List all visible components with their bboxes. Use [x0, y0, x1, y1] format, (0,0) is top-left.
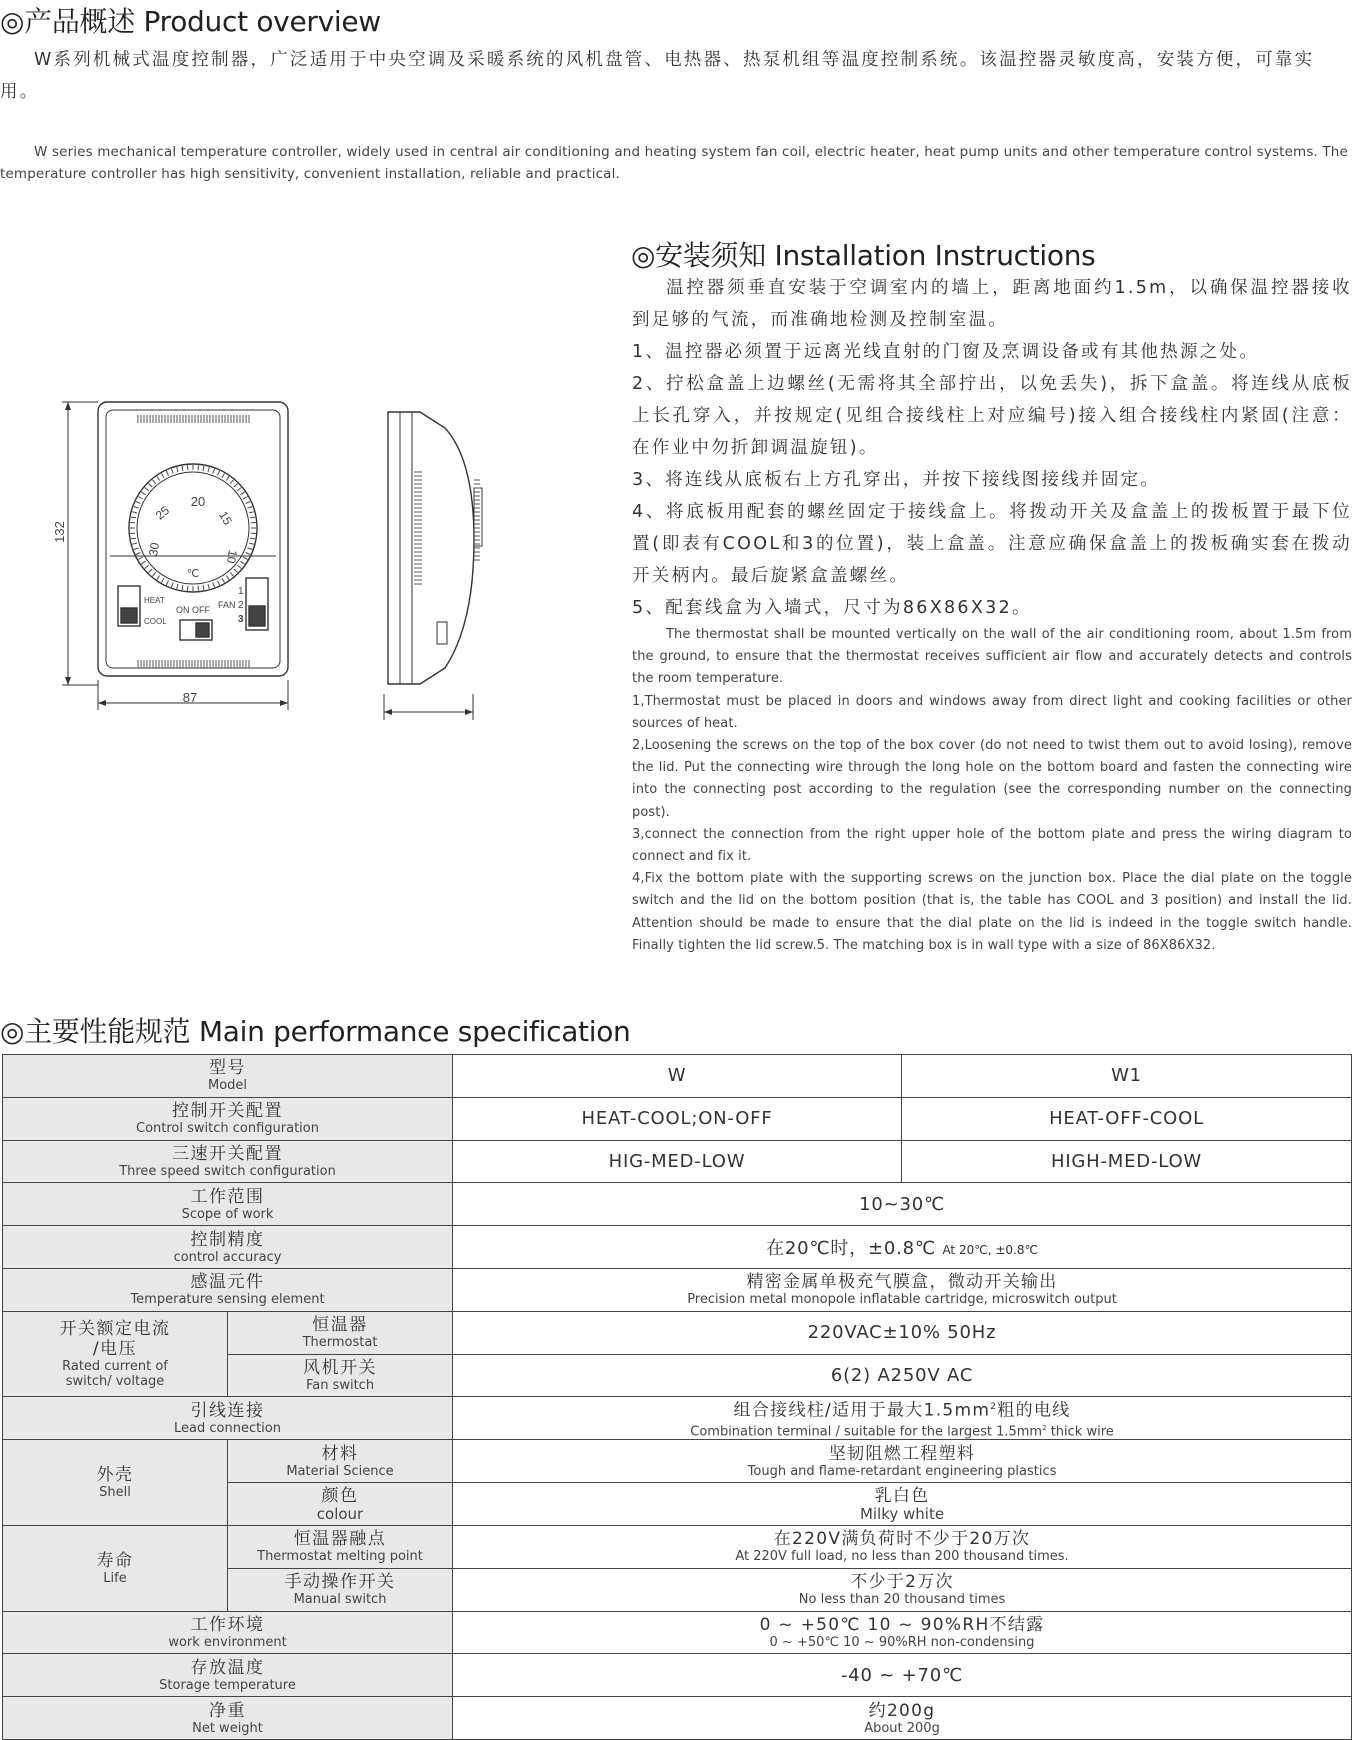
dial-tick — [213, 583, 215, 588]
label-cn: 存放温度 — [3, 1658, 452, 1678]
thermostat-drawing — [0, 380, 560, 740]
label-en: Material Science — [228, 1464, 452, 1479]
dial-tick — [141, 492, 145, 495]
dial-tick — [153, 572, 156, 576]
model-w: W — [453, 1055, 902, 1098]
overview-title: ◎产品概述 Product overview — [0, 0, 381, 40]
dial-tick — [243, 557, 247, 560]
label-cn: 控制开关配置 — [3, 1101, 452, 1121]
speed-3: 3 — [238, 614, 244, 625]
label-cn: 开关额定电流 — [3, 1319, 227, 1339]
spec-row-shell-material — [3, 1440, 1352, 1483]
dial-tick — [136, 553, 141, 555]
scope-value: 10~30℃ — [453, 1183, 1352, 1226]
dial-number-30: 30 — [146, 541, 162, 557]
three-speed-w: HIG-MED-LOW — [453, 1140, 902, 1183]
dial-tick — [132, 543, 137, 544]
label-en: Net weight — [3, 1721, 452, 1736]
label-cn: 控制精度 — [3, 1230, 452, 1250]
installation-cn-step-3: 3、将连线从底板右上方孔穿出，并按下接线图接线并固定。 — [632, 464, 1352, 496]
installation-cn-intro: 温控器须垂直安装于空调室内的墙上，距离地面约1.5m，以确保温控器接收到足够的气流，而准确地检测及控制室温。 — [632, 272, 1352, 336]
label-en: Three speed switch configuration — [3, 1164, 452, 1179]
lead-cn-a: 组合接线柱/适用于最大1.5mm — [734, 1401, 991, 1421]
dial-tick — [226, 576, 229, 580]
dial-tick — [162, 473, 165, 477]
weight-value-cn: 约200g — [453, 1701, 1351, 1721]
spec-row-model — [3, 1055, 1352, 1098]
speed-2: 2 — [238, 600, 244, 611]
manual-value-en: No less than 20 thousand times — [453, 1592, 1351, 1607]
height-dimension: 132 — [52, 521, 67, 543]
dial-tick — [234, 484, 238, 488]
dial-unit: ℃ — [187, 568, 199, 580]
dial-tick — [172, 583, 174, 588]
label-cn: 净重 — [3, 1701, 452, 1721]
label-en: Model — [3, 1078, 452, 1093]
dial-tick — [226, 476, 229, 480]
dial-tick — [138, 497, 142, 500]
label-en: Life — [3, 1571, 227, 1586]
dial-tick — [208, 584, 209, 589]
installation-cn-step-5: 5、配套线盒为入墙式，尺寸为86X86X32。 — [632, 592, 1352, 624]
label-en: Fan switch — [228, 1378, 452, 1393]
dial-number-15: 15 — [216, 509, 235, 528]
label-cn-2: /电压 — [3, 1339, 227, 1359]
label-en: control accuracy — [3, 1250, 452, 1265]
label-cn: 寿命 — [3, 1551, 227, 1571]
dial-tick — [222, 473, 225, 477]
spec-row-lead — [3, 1397, 1352, 1440]
label-cn: 引线连接 — [3, 1401, 452, 1421]
dial-tick — [145, 488, 149, 491]
dial-tick — [157, 476, 160, 480]
dial-tick — [166, 581, 168, 586]
spec-row-control-switch — [3, 1097, 1352, 1140]
dial-tick — [153, 480, 156, 484]
rated-fan-value: 6(2) A250V AC — [453, 1354, 1352, 1397]
sensing-value-en: Precision metal monopole inflatable cartridge, microswitch output — [453, 1292, 1351, 1307]
spec-row-environment — [3, 1611, 1352, 1654]
spec-table — [2, 1054, 1352, 1740]
colour-value-en: Milky white — [453, 1506, 1351, 1523]
weight-value-en: About 200g — [453, 1721, 1351, 1736]
dial-tick — [131, 517, 136, 518]
overview-cn-text: W系列机械式温度控制器，广泛适用于中央空调及采暖系统的风机盘管、电热器、热泵机组等温度控制系统。该温控器灵敏度高，安装方便，可靠实用。 — [0, 44, 1352, 108]
dial-tick — [246, 553, 251, 555]
spec-row-scope — [3, 1183, 1352, 1226]
three-speed-w1: HIGH-MED-LOW — [902, 1140, 1352, 1183]
dial-tick — [237, 488, 241, 491]
dial-tick — [237, 565, 241, 568]
installation-cn — [632, 272, 1352, 624]
lead-en-sup: 2 — [1042, 1424, 1046, 1432]
overview-en-text: W series mechanical temperature controller, widely used in central air conditioning and heating system fan coil, electric heater, heat pump units and other temperature control systems. The temperature controller has high sensitivity, convenient installation, reliable and practical. — [0, 141, 1352, 185]
model-w1: W1 — [902, 1055, 1352, 1098]
on-off-label: ON OFF — [176, 605, 210, 615]
dial-tick — [248, 507, 253, 509]
dial-tick — [241, 492, 245, 495]
lead-en-b: thick wire — [1047, 1424, 1114, 1439]
dial-tick — [246, 501, 251, 503]
dial-tick — [249, 512, 254, 513]
label-en: work environment — [3, 1635, 452, 1650]
label-en-2: switch/ voltage — [3, 1374, 227, 1389]
dial-tick — [208, 467, 209, 472]
installation-en-step-3: 3,connect the connection from the right upper hole of the bottom plate and press the wiring diagram to connect and fix it. — [632, 824, 1352, 868]
spec-row-storage — [3, 1654, 1352, 1697]
dial-tick — [177, 467, 178, 472]
label-cn: 材料 — [228, 1444, 452, 1464]
label-cn: 颜色 — [228, 1486, 452, 1506]
installation-en — [632, 624, 1352, 957]
dial-tick — [149, 484, 153, 488]
melting-value-cn: 在220V满负荷时不少于20万次 — [453, 1529, 1351, 1549]
dial-tick — [213, 469, 215, 474]
side-outline — [388, 412, 474, 684]
spec-row-rated-thermostat — [3, 1311, 1352, 1354]
lead-cn-b: 粗的电线 — [997, 1401, 1070, 1421]
spec-row-accuracy — [3, 1226, 1352, 1269]
label-en: Temperature sensing element — [3, 1292, 452, 1307]
installation-cn-step-1: 1、温控器必须置于远离光线直射的门窗及烹调设备或有其他热源之处。 — [632, 336, 1352, 368]
front-outline — [98, 402, 288, 676]
label-cn: 恒温器 — [228, 1315, 452, 1335]
grip-hatches — [138, 415, 480, 668]
dial-tick — [250, 517, 255, 518]
label-en: Rated current of — [3, 1359, 227, 1374]
label-en: Thermostat melting point — [228, 1549, 452, 1564]
sensing-value-cn: 精密金属单极充气膜盒，微动开关输出 — [453, 1272, 1351, 1292]
dial-tick — [134, 507, 139, 509]
installation-title: ◎安装须知 Installation Instructions — [631, 234, 1095, 274]
label-cn: 外壳 — [3, 1465, 227, 1485]
dial-number-20: 20 — [191, 494, 205, 509]
lead-value-cn — [453, 1397, 1351, 1421]
label-en: Lead connection — [3, 1421, 452, 1436]
label-en: Shell — [3, 1485, 227, 1500]
label-cn: 型号 — [3, 1058, 452, 1078]
dial-tick — [248, 548, 253, 550]
dial-tick — [134, 548, 139, 550]
lead-cn-sup: 2 — [990, 1402, 997, 1412]
dial-number-25: 25 — [153, 503, 172, 523]
label-en: Thermostat — [228, 1335, 452, 1350]
dial-tick — [182, 466, 183, 471]
label-cn: 工作环境 — [3, 1615, 452, 1635]
speed-1: 1 — [238, 586, 244, 597]
dial-tick — [218, 471, 220, 476]
label-en: Control switch configuration — [3, 1121, 452, 1136]
rated-thermostat-value: 220VAC±10% 50Hz — [453, 1311, 1352, 1354]
dial-tick — [166, 471, 168, 476]
installation-en-step-4: 4,Fix the bottom plate with the supporting screws on the junction box. Place the dial plate on the toggle switch and the lid on the bottom position (that is, the table has COOL and 3 position) and install the lid. Attention should be made to ensure that the dial plate on the lid is indeed in the toggle switch handle. Finally tighten the lid screw.5. The matching box is in wall type with a size of 86X86X32. — [632, 868, 1352, 957]
label-en: Scope of work — [3, 1207, 452, 1222]
dial-tick — [203, 585, 204, 590]
label-cn: 手动操作开关 — [228, 1572, 452, 1592]
dial-tick — [230, 572, 233, 576]
installation-cn-step-4: 4、将底板用配套的螺丝固定于接线盒上。将拨动开关及盒盖上的拨板置于最下位置(即表有COOL和3的位置)，装上盒盖。注意应确保盒盖上的拨板确实套在拨动开关柄内。最后旋紧盒盖螺丝。 — [632, 496, 1352, 592]
label-cn: 风机开关 — [228, 1358, 452, 1378]
storage-value: -40 ~ +70℃ — [453, 1654, 1352, 1697]
heat-label: HEAT — [144, 596, 165, 605]
lead-value-en — [453, 1421, 1351, 1439]
label-cn: 工作范围 — [3, 1187, 452, 1207]
material-value-cn: 坚韧阻燃工程塑料 — [453, 1444, 1351, 1464]
dial-tick — [182, 585, 183, 590]
width-dimension: 87 — [183, 690, 197, 705]
spec-row-life-melting — [3, 1525, 1352, 1568]
colour-value-cn: 乳白色 — [453, 1486, 1351, 1506]
label-en: Storage temperature — [3, 1678, 452, 1693]
label-cn: 三速开关配置 — [3, 1144, 452, 1164]
lead-en-a: Combination terminal / suitable for the largest 1.5mm — [690, 1424, 1042, 1439]
environment-value-cn: 0 ~ +50℃ 10 ~ 90%RH不结露 — [453, 1615, 1351, 1635]
installation-en-step-2: 2,Loosening the screws on the top of the box cover (do not need to twist them out to avoid losing), remove the lid. Put the connecting wire through the long hole on the bottom board and fasten the connecting wire into the connecting post according to the regulation (see the corresponding number on the connecting post). — [632, 735, 1352, 824]
dial-tick — [203, 466, 204, 471]
installation-en-intro: The thermostat shall be mounted vertically on the wall of the air conditioning room, about 1.5m from the ground, to ensure that the thermostat receives sufficient air flow and accurately detects and controls the room temperature. — [632, 624, 1352, 691]
spec-row-sensing — [3, 1268, 1352, 1311]
installation-en-step-1: 1,Thermostat must be placed in doors and windows away from direct light and cooking facilities or other sources of heat. — [632, 691, 1352, 735]
label-cn: 恒温器融点 — [228, 1529, 452, 1549]
dial-tick — [222, 578, 225, 582]
manual-value-cn: 不少于2万次 — [453, 1572, 1351, 1592]
cool-label: COOL — [144, 617, 167, 626]
control-switch-w: HEAT-COOL;ON-OFF — [453, 1097, 902, 1140]
dial-tick — [177, 584, 178, 589]
dial-tick — [136, 501, 141, 503]
fan-label: FAN — [218, 600, 236, 610]
dial-number-10: 10 — [224, 549, 240, 565]
spec-title: ◎主要性能规范 Main performance specification — [0, 1010, 630, 1050]
accuracy-value-en: At 20℃, ±0.8℃ — [942, 1243, 1038, 1257]
dial-tick — [157, 576, 160, 580]
label-en: Manual switch — [228, 1592, 452, 1607]
dial-tick — [234, 569, 238, 573]
label-cn: 感温元件 — [3, 1272, 452, 1292]
dial-tick — [132, 512, 137, 513]
melting-value-en: At 220V full load, no less than 200 thousand times. — [453, 1549, 1351, 1564]
environment-value-en: 0 ~ +50℃ 10 ~ 90%RH non-condensing — [453, 1635, 1351, 1650]
dial-tick — [131, 538, 136, 539]
dial-tick — [241, 561, 245, 564]
accuracy-value: 在20℃时，±0.8℃ — [766, 1238, 936, 1259]
dial-tick — [249, 543, 254, 544]
spec-row-weight — [3, 1697, 1352, 1740]
dial-tick — [149, 569, 153, 573]
spec-row-three-speed — [3, 1140, 1352, 1183]
dial-tick — [230, 480, 233, 484]
dial-tick — [162, 578, 165, 582]
material-value-en: Tough and flame-retardant engineering plastics — [453, 1464, 1351, 1479]
dial-tick — [243, 497, 247, 500]
control-switch-w1: HEAT-OFF-COOL — [902, 1097, 1352, 1140]
dial-tick — [141, 561, 145, 564]
dial-tick — [172, 469, 174, 474]
installation-cn-step-2: 2、拧松盒盖上边螺丝(无需将其全部拧出，以免丢失)，拆下盒盖。将连线从底板上长孔穿入，并按规定(见组合接线柱上对应编号)接入组合接线柱内紧固(注意：在作业中勿折卸调温旋钮)。 — [632, 368, 1352, 464]
dial-tick — [250, 538, 255, 539]
dial-tick — [145, 565, 149, 568]
dial-tick — [138, 557, 142, 560]
dial-tick — [218, 581, 220, 586]
label-en: colour — [228, 1506, 452, 1523]
